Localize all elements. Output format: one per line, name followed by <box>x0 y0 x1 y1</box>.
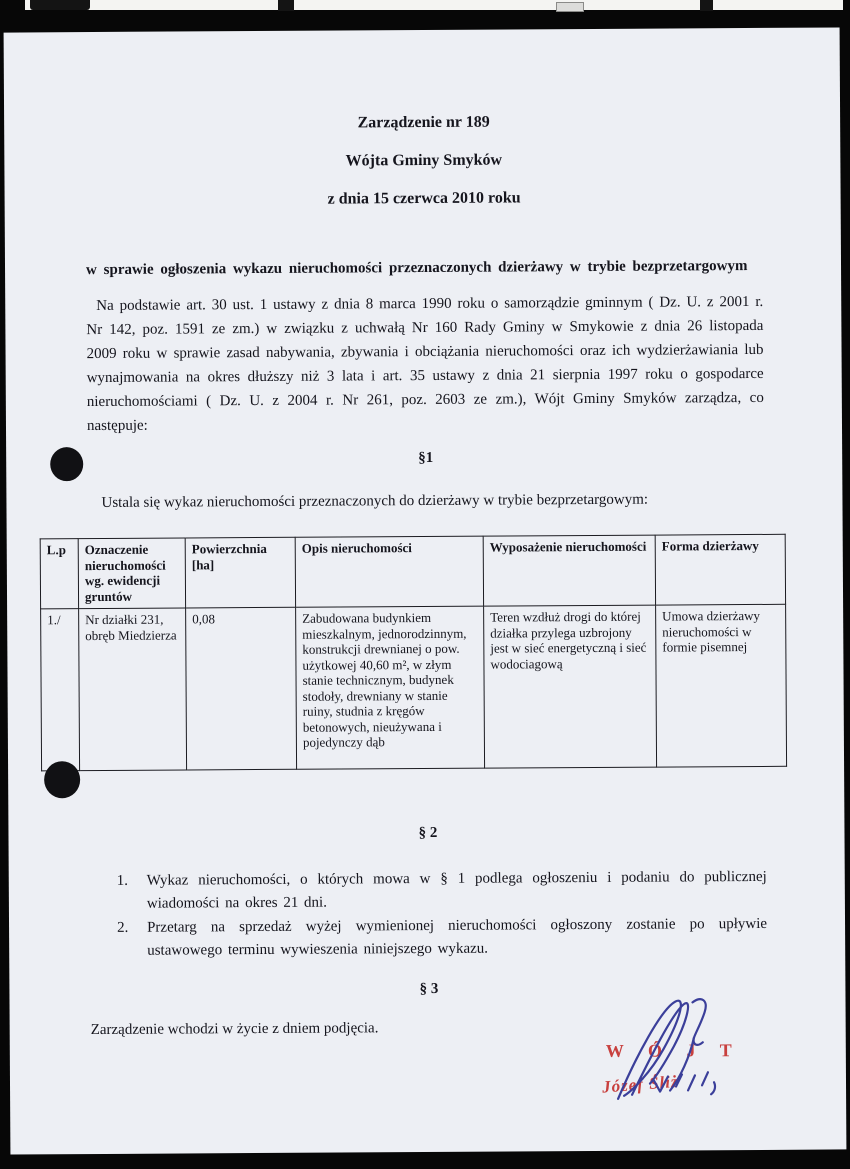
section-1-heading: §1 <box>418 449 434 467</box>
col-header-opis: Opis nieruchomości <box>295 536 483 607</box>
section-3-heading: § 3 <box>419 980 439 998</box>
list-item <box>117 913 767 963</box>
doc-title-line-1: Zarządzenie nr 189 <box>357 113 490 132</box>
cell-powierzchnia: 0,08 <box>186 607 297 770</box>
list-item-number: 2. <box>117 919 129 936</box>
scanner-artifact <box>278 0 294 11</box>
cell-opis: Zabudowana budynkiem mieszkalnym, jednorodzinnym, konstrukcji drewnianej o pow. użytkowej 40,60 m², w złym stanie technicznym, budynek stodoły, drewniany w stanie ruiny, studnia z kręgów betonowych, nieużywana i pojedynczy dąb <box>296 606 485 769</box>
scanner-artifact <box>700 0 713 11</box>
document-title-block <box>85 110 763 212</box>
table-header-row <box>40 534 785 609</box>
doc-title-line-2: Wójta Gminy Smyków <box>345 151 503 170</box>
col-header-forma: Forma dzierżawy <box>655 534 785 605</box>
hole-punch-mark <box>44 761 80 798</box>
list-item-text: Przetarg na sprzedaż wyżej wymienionej nieruchomości ogłoszony zostanie po upływie ustawowego terminu wywieszenia niniejszego wykazu. <box>147 915 768 959</box>
properties-table <box>40 534 787 772</box>
scanner-artifact <box>30 0 90 10</box>
section-2-list <box>117 866 768 963</box>
effective-date-line: Zarządzenie wchodzi w życie z dniem podjęcia. <box>90 1020 379 1039</box>
cell-wyposazenie: Teren wzdłuż drogi do której działka przylega uzbrojony jest w sieć energetyczną i sieć wodociagową <box>484 605 657 768</box>
legal-basis-paragraph: Na podstawie art. 30 ust. 1 ustawy z dnia 8 marca 1990 roku o samorządzie gminnym ( Dz. U. z 2001 r. Nr 142, poz. 1591 ze zm.) w związku z uchwałą Nr 160 Rady Gminy w Smykowie z dnia 26 listopada 2009 roku w sprawie zasad nabywania, zbywania i obciążania nieruchomości oraz ich wydzierżawiania lub wynajmowania na okres dłuższy niż 3 lata i art. 35 ustawy z dnia 21 sierpnia 1997 roku o gospodarce nieruchomościami ( Dz. U. z 2004 r. Nr 261, poz. 2603 ze zm.), Wójt Gminy Smyków zarządza, co następuje: <box>86 293 764 435</box>
signature-block <box>597 994 788 1125</box>
cell-oznaczenie: Nr działki 231, obręb Miedzierza <box>79 608 187 771</box>
col-header-powierzchnia: Powierzchnia [ha] <box>185 537 295 608</box>
scanner-lid-strip <box>25 0 843 10</box>
cell-forma: Umowa dzierżawy nieruchomości w formie pisemnej <box>656 604 787 767</box>
col-header-lp: L.p <box>40 539 78 609</box>
document-page <box>4 27 847 1154</box>
signer-name: Józef Śliż <box>601 1071 680 1097</box>
col-header-oznaczenie: Oznaczenie nieruchomości wg. ewidencji gruntów <box>78 538 185 609</box>
section-2-heading: § 2 <box>418 824 438 842</box>
subject-line: w sprawie ogłoszenia wykazu nieruchomości przeznaczonych dzierżawy w trybie bezprzetargowym <box>85 258 748 279</box>
hole-punch-mark <box>50 447 83 481</box>
list-item-number: 1. <box>116 872 129 889</box>
cell-lp: 1./ <box>41 609 80 771</box>
doc-title-line-3: z dnia 15 czerwca 2010 roku <box>327 189 521 208</box>
mayor-stamp-title: W Ó J T <box>605 1040 742 1061</box>
list-item-text: Wykaz nieruchomości, o których mowa w § 1 podlega ogłoszeniu i podaniu do publicznej wiadomości na okres 21 dni. <box>146 868 767 912</box>
table-row <box>41 604 787 771</box>
col-header-wyposazenie: Wyposażenie nieruchomości <box>483 535 655 606</box>
signature-ink <box>597 994 788 1125</box>
listing-intro: Ustala się wykaz nieruchomości przeznaczonych do dzierżawy w trybie bezprzetargowym: <box>101 491 649 511</box>
scanner-artifact <box>556 2 584 12</box>
list-item <box>117 866 767 916</box>
